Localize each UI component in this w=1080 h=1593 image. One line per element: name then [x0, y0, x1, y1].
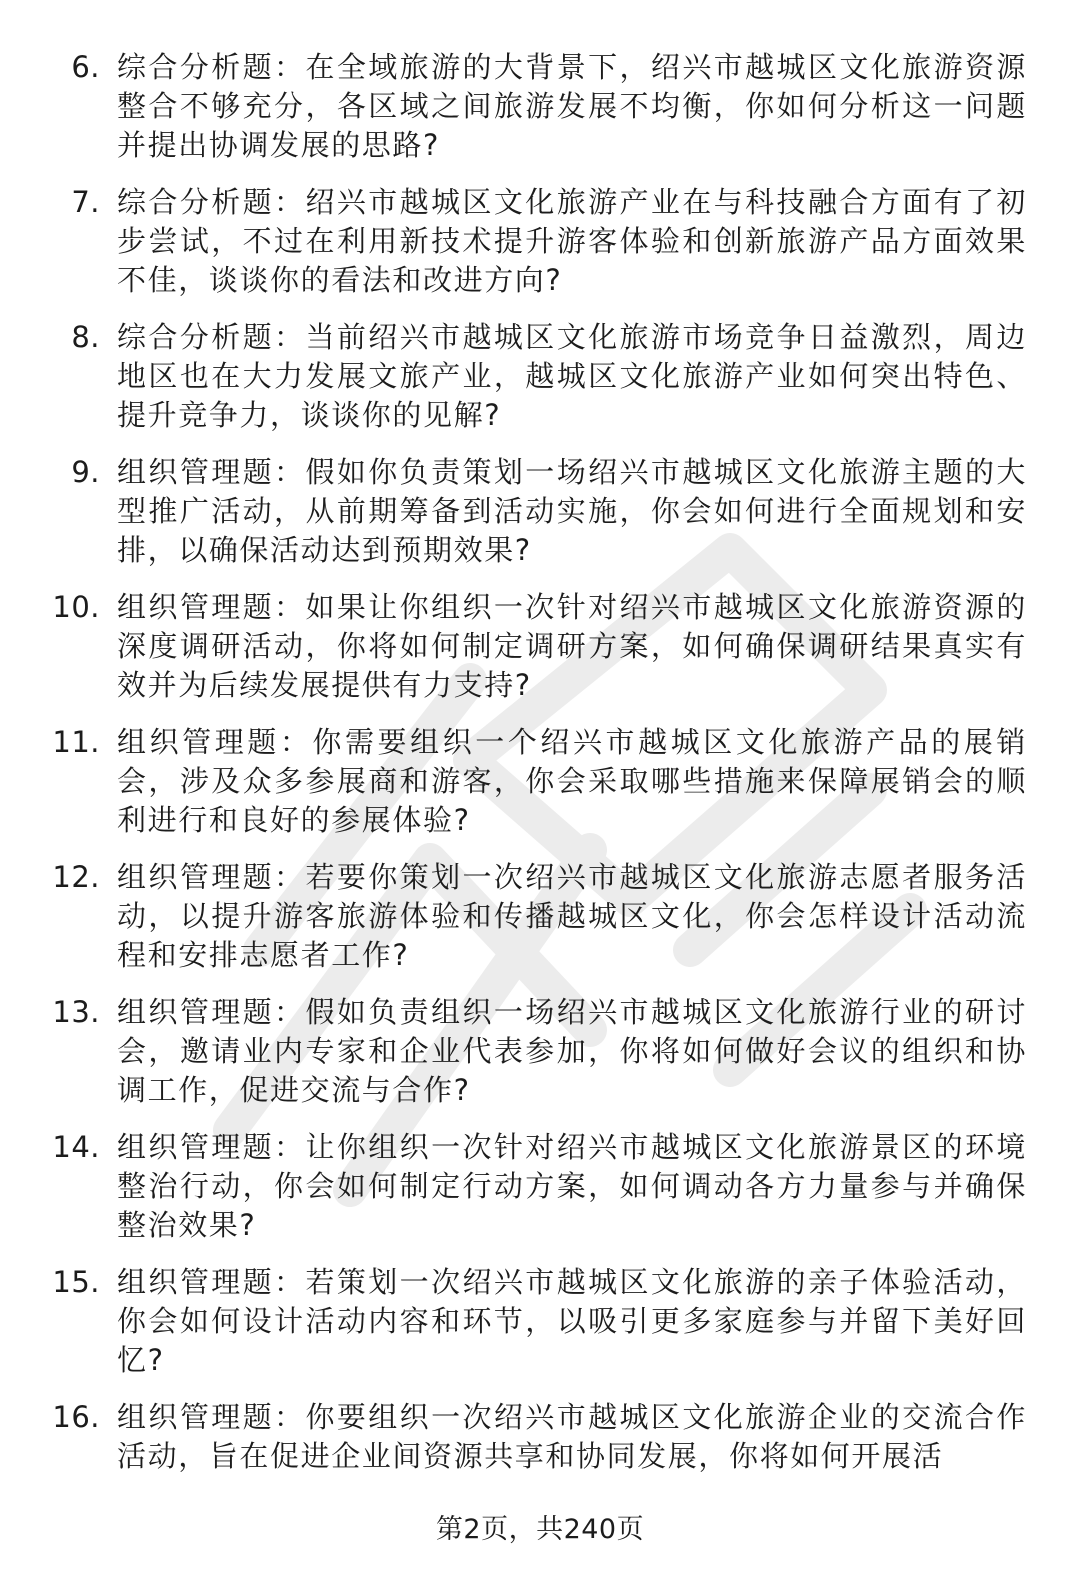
question-number: 9. — [71, 455, 100, 489]
question-text: 组织管理题：你要组织一次绍兴市越城区文化旅游企业的交流合作活动，旨在促进企业间资源共享和协同发展，你将如何开展活 — [117, 1400, 1027, 1473]
question-text: 综合分析题：当前绍兴市越城区文化旅游市场竞争日益激烈，周边地区也在大力发展文旅产业，越城区文化旅游产业如何突出特色、提升竞争力，谈谈你的见解? — [117, 320, 1027, 432]
question-text: 组织管理题：假如你负责策划一场绍兴市越城区文化旅游主题的大型推广活动，从前期筹备到活动实施，你会如何进行全面规划和安排，以确保活动达到预期效果? — [117, 455, 1027, 567]
question-number: 12. — [52, 860, 100, 894]
question-number: 16. — [52, 1400, 100, 1434]
question-item — [0, 453, 1080, 570]
question-text: 组织管理题：若要你策划一次绍兴市越城区文化旅游志愿者服务活动，以提升游客旅游体验和传播越城区文化，你会怎样设计活动流程和安排志愿者工作? — [117, 860, 1027, 972]
question-text: 组织管理题：你需要组织一个绍兴市越城区文化旅游产品的展销会，涉及众多参展商和游客，你会采取哪些措施来保障展销会的顺利进行和良好的参展体验? — [117, 725, 1027, 837]
question-number: 7. — [71, 185, 100, 219]
question-item — [0, 318, 1080, 435]
question-text: 综合分析题：绍兴市越城区文化旅游产业在与科技融合方面有了初步尝试，不过在利用新技术提升游客体验和创新旅游产品方面效果不佳，谈谈你的看法和改进方向? — [117, 185, 1027, 297]
question-item — [0, 1263, 1080, 1380]
question-item — [0, 588, 1080, 705]
question-item — [0, 183, 1080, 300]
question-item — [0, 858, 1080, 975]
question-number: 11. — [52, 725, 100, 759]
question-text: 组织管理题：假如负责组织一场绍兴市越城区文化旅游行业的研讨会，邀请业内专家和企业代表参加，你将如何做好会议的组织和协调工作，促进交流与合作? — [117, 995, 1027, 1107]
question-item — [0, 993, 1080, 1110]
page-indicator: 第2页，共240页 — [435, 1514, 645, 1545]
question-item — [0, 723, 1080, 840]
question-number: 8. — [71, 320, 100, 354]
question-text: 组织管理题：如果让你组织一次针对绍兴市越城区文化旅游资源的深度调研活动，你将如何制定调研方案，如何确保调研结果真实有效并为后续发展提供有力支持? — [117, 590, 1027, 702]
question-number: 10. — [52, 590, 100, 624]
question-text: 组织管理题：若策划一次绍兴市越城区文化旅游的亲子体验活动，你会如何设计活动内容和环节，以吸引更多家庭参与并留下美好回忆? — [117, 1265, 1027, 1377]
question-item — [0, 1398, 1080, 1515]
question-number: 14. — [52, 1130, 100, 1164]
question-list — [0, 48, 1080, 1533]
question-text: 综合分析题：在全域旅游的大背景下，绍兴市越城区文化旅游资源整合不够充分，各区域之间旅游发展不均衡，你如何分析这一问题并提出协调发展的思路? — [117, 50, 1027, 162]
question-number: 13. — [52, 995, 100, 1029]
question-number: 6. — [71, 50, 100, 84]
question-text: 组织管理题：让你组织一次针对绍兴市越城区文化旅游景区的环境整治行动，你会如何制定行动方案，如何调动各方力量参与并确保整治效果? — [117, 1130, 1027, 1242]
question-number: 15. — [52, 1265, 100, 1299]
question-item — [0, 48, 1080, 165]
question-item — [0, 1128, 1080, 1245]
